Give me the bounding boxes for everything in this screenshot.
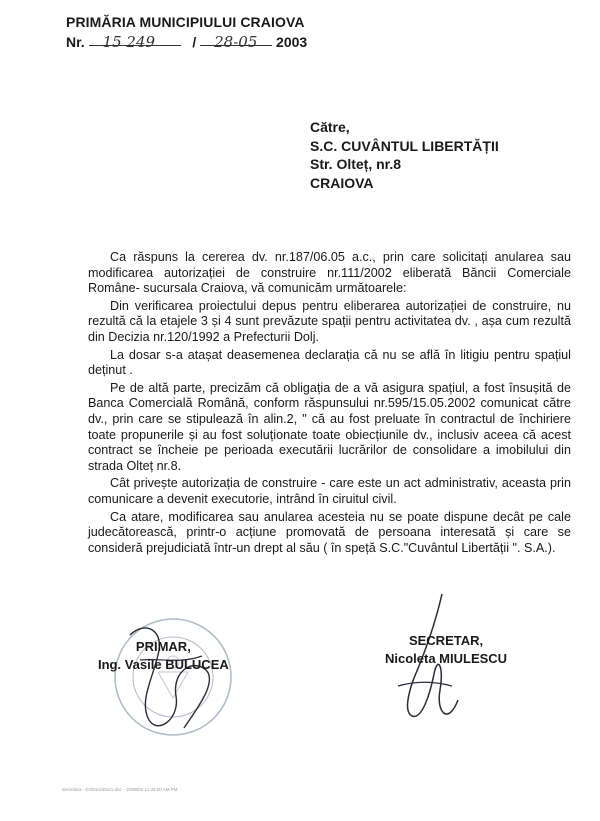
number-label: Nr. [66, 34, 85, 50]
secretary-signature-block [385, 632, 507, 668]
mayor-name: Ing. Vasile BULUCEA [98, 657, 229, 672]
mayor-signature [110, 600, 230, 750]
registration-number: 15 249 [102, 33, 156, 51]
slash-separator: / [192, 34, 197, 50]
registration-number-field [89, 33, 181, 51]
institution-name: PRIMĂRIA MUNICIPIULUI CRAIOVA [66, 14, 305, 30]
recipient-to-label: Către, [310, 119, 350, 135]
mayor-signature-block [98, 638, 229, 674]
body-paragraph: Ca răspuns la cererea dv. nr.187/06.05 a.c., prin care solicitați anularea sau modificarea autorizației de construire nr.111/2002 eliberată Băncii Comerciale Române- sucursala Craiova, vă comunicăm următoarele: [88, 250, 571, 296]
recipient-company: S.C. CUVÂNTUL LIBERTĂȚII [310, 137, 499, 154]
body-paragraph: Din verificarea proiectului depus pentru eliberarea autorizației de construire, nu rezultă că la etajele 3 și 4 sunt prevăzute spații pentru activitatea dv. , așa cum rezultă din Decizia nr.120/1992 a Prefecturii Dolj. [88, 298, 571, 344]
recipient-city: CRAIOVA [310, 174, 374, 191]
body-paragraph: Cât privește autorizația de construire - care este un act administrativ, aceasta prin comunicare a devenit executorie, intrând în ciruitul civil. [88, 476, 571, 506]
registration-line [66, 33, 307, 50]
year: 2003 [276, 34, 308, 50]
file-footer: Secretara - D:\Docs\Doc1.doc - 10/06/03 11:34:00 AM PM [62, 787, 178, 792]
recipient-street: Str. Olteț, nr.8 [310, 156, 402, 172]
body-paragraph: La dosar s-a atașat deasemenea declarația că nu se află în litigiu pentru spațiul deținut . [88, 347, 571, 378]
body-paragraph: Ca atare, modificarea sau anularea acesteia nu se poate dispune decât pe cale judecătorească, printr-o acțiune promovată de persoana interesată și care se consideră prejudiciată într-un drept al său ( în speță S.C."Cuvântul Libertății ". S.A.). [88, 509, 571, 555]
secretary-name: Nicoleta MIULESCU [385, 651, 508, 666]
date-handwritten: 28-05 [214, 33, 258, 51]
secretary-title: SECRETAR, [408, 633, 484, 648]
date-field [200, 33, 272, 51]
body-paragraph: Pe de altă parte, precizăm că obligația de a vă asigura spațiul, a fost însușită de Banca Comercială Română, conform răspunsului nr.595/15.05.2002 comunicat către dv., prin care se stipulează în alin.2, " că au fost preluate în contractul de închiriere toate propunerile și au fost soluționate toate obiecțiunile dv., inclusiv aceea că acest contract se încheie pe perioada executării lucrărilor de consolidare a imobilului din strada Olteț nr.8. [88, 380, 571, 473]
recipient-block [310, 118, 499, 192]
mayor-title: PRIMAR, [135, 639, 191, 654]
letter-body [88, 250, 571, 558]
